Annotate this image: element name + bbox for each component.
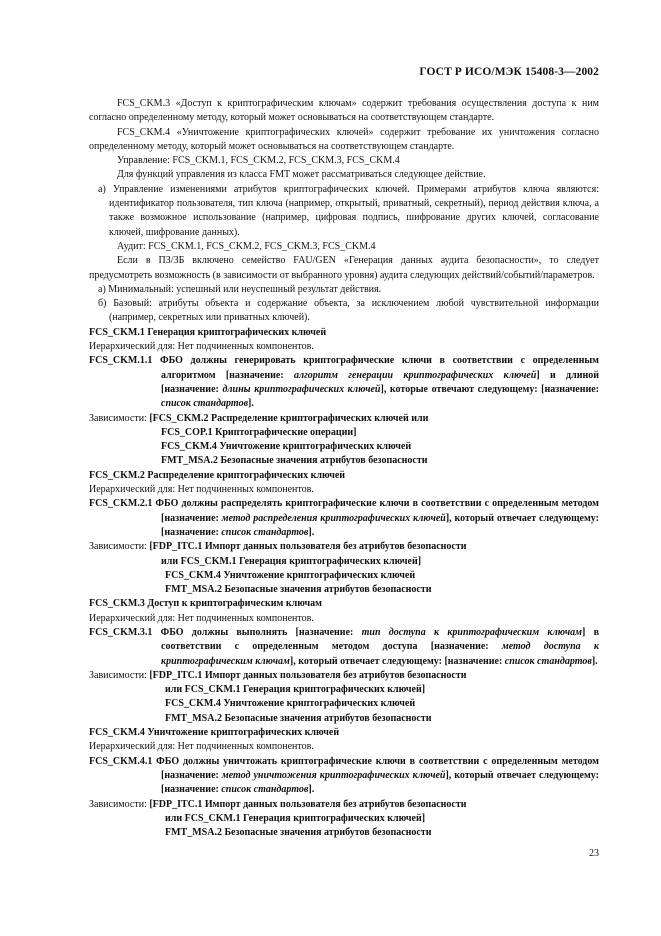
dependency-ckm2-2: или FCS_CKM.1 Генерация криптографических ключей] — [161, 555, 422, 567]
dependencies-ckm1: Зависимости: [FCS_CKM.2 Распределение криптографических ключей или — [89, 412, 429, 424]
dependency-ckm2-3: FCS_CKM.4 Уничтожение криптографических ключей — [165, 569, 416, 581]
management-note: Для функций управления из класса FMT может рассматриваться следующее действие. — [117, 169, 486, 181]
management-item-a: а) Управление изменениями атрибутов криптографических ключей. Примерами атрибутов ключа являются: идентификатор пользователя, тип ключа (например, открытый, приватный, секретный), период действия ключа, а также возможное использование (например, цифровая подпись, шифрование других ключей, согласование ключей, шифрование данных). — [98, 183, 599, 238]
requirement-ckm1-1: FCS_CKM.1.1 ФБО должны генерировать криптографические ключи в соответствии с определенным алгоритмом [назначение: алгоритм генерации криптографических ключей] и длиной [назначение: длины криптографических ключей], которые отвечают следующему: [назначение: список стандартов]. — [89, 355, 600, 410]
hierarchy-ckm1: Иерархический для: Нет подчиненных компонентов. — [89, 341, 314, 353]
page-number: 23 — [589, 848, 599, 859]
audit-item-b: б) Базовый: атрибуты объекта и содержание объекта, за исключением любой чувствительной информации (например, секретных или приватных ключей). — [98, 298, 599, 324]
dependency-ckm1-4: FMT_MSA.2 Безопасные значения атрибутов безопасности — [161, 455, 428, 467]
component-title-ckm4: FCS_CKM.4 Уничтожение криптографических ключей — [89, 727, 340, 739]
hierarchy-ckm2: Иерархический для: Нет подчиненных компонентов. — [89, 484, 314, 496]
dependencies-ckm3: Зависимости: [FDP_ITC.1 Импорт данных пользователя без атрибутов безопасности — [89, 669, 467, 681]
paragraph-ckm4-intro: FCS_CKM.4 «Уничтожение криптографических ключей» содержит требование их уничтожения согласно определенному методу, который может основываться на соответствующем стандарте. — [89, 126, 599, 152]
hierarchy-ckm4: Иерархический для: Нет подчиненных компонентов. — [89, 741, 314, 753]
paragraph-ckm3-intro: FCS_CKM.3 «Доступ к криптографическим ключам» содержит требования осуществления доступа к ним согласно определенному методу, который может основываться на соответствующем стандарте. — [89, 98, 599, 124]
dependencies-ckm4: Зависимости: [FDP_ITC.1 Импорт данных пользователя без атрибутов безопасности — [89, 798, 467, 810]
requirement-ckm3-1: FCS_CKM.3.1 ФБО должны выполнять [назначение: тип доступа к криптографическим ключам] в соответствии с определенным методом доступа [назначение: метод доступа к криптографическим ключам], который отвечает следующему: [назначение: список стандартов]. — [89, 626, 600, 667]
component-title-ckm1: FCS_CKM.1 Генерация криптографических ключей — [89, 326, 327, 338]
dependency-ckm4-3: FMT_MSA.2 Безопасные значения атрибутов безопасности — [165, 827, 432, 839]
audit-note: Если в ПЗ/ЗБ включено семейство FAU/GEN «Генерация данных аудита безопасности», то следует предусмотреть возможность (в зависимости от выбранного уровня) аудита следующих действий/событий/параметров. — [89, 255, 599, 281]
hierarchy-ckm3: Иерархический для: Нет подчиненных компонентов. — [89, 612, 314, 624]
dependency-ckm4-2: или FCS_CKM.1 Генерация криптографических ключей] — [165, 812, 426, 824]
component-title-ckm3: FCS_CKM.3 Доступ к криптографическим ключам — [89, 598, 322, 610]
component-title-ckm2: FCS_CKM.2 Распределение криптографических ключей — [89, 469, 346, 481]
audit-line: Аудит: FCS_CKM.1, FCS_CKM.2, FCS_CKM.3, FCS_CKM.4 — [117, 240, 376, 252]
management-line: Управление: FCS_CKM.1, FCS_CKM.2, FCS_CKM.3, FCS_CKM.4 — [117, 155, 400, 167]
dependency-ckm3-3: FCS_CKM.4 Уничтожение криптографических ключей — [165, 698, 416, 710]
dependency-ckm1-2: FCS_COP.1 Криптографические операции] — [161, 426, 357, 438]
requirement-ckm4-1: FCS_CKM.4.1 ФБО должны уничтожать криптографические ключи в соответствии с определенным методом [назначение: метод уничтожения криптографических ключей], который отвечает следующему: [назначение: список стандартов]. — [89, 755, 599, 796]
dependency-ckm3-4: FMT_MSA.2 Безопасные значения атрибутов безопасности — [165, 712, 432, 724]
dependency-ckm3-2: или FCS_CKM.1 Генерация криптографических ключей] — [165, 684, 426, 696]
body-text — [89, 97, 599, 840]
dependency-ckm1-3: FCS_CKM.4 Уничтожение криптографических ключей — [161, 441, 412, 453]
dependencies-ckm2: Зависимости: [FDP_ITC.1 Импорт данных пользователя без атрибутов безопасности — [89, 541, 467, 553]
running-header: ГОСТ Р ИСО/МЭК 15408-3—2002 — [419, 66, 599, 78]
requirement-ckm2-1: FCS_CKM.2.1 ФБО должны распределять криптографические ключи в соответствии с определенным методом [назначение: метод распределения криптографических ключей], который отвечает следующему: [назначение: список стандартов]. — [89, 498, 600, 538]
dependency-ckm2-4: FMT_MSA.2 Безопасные значения атрибутов безопасности — [165, 584, 432, 596]
audit-item-a: а) Минимальный: успешный или неуспешный результат действия. — [98, 283, 382, 295]
